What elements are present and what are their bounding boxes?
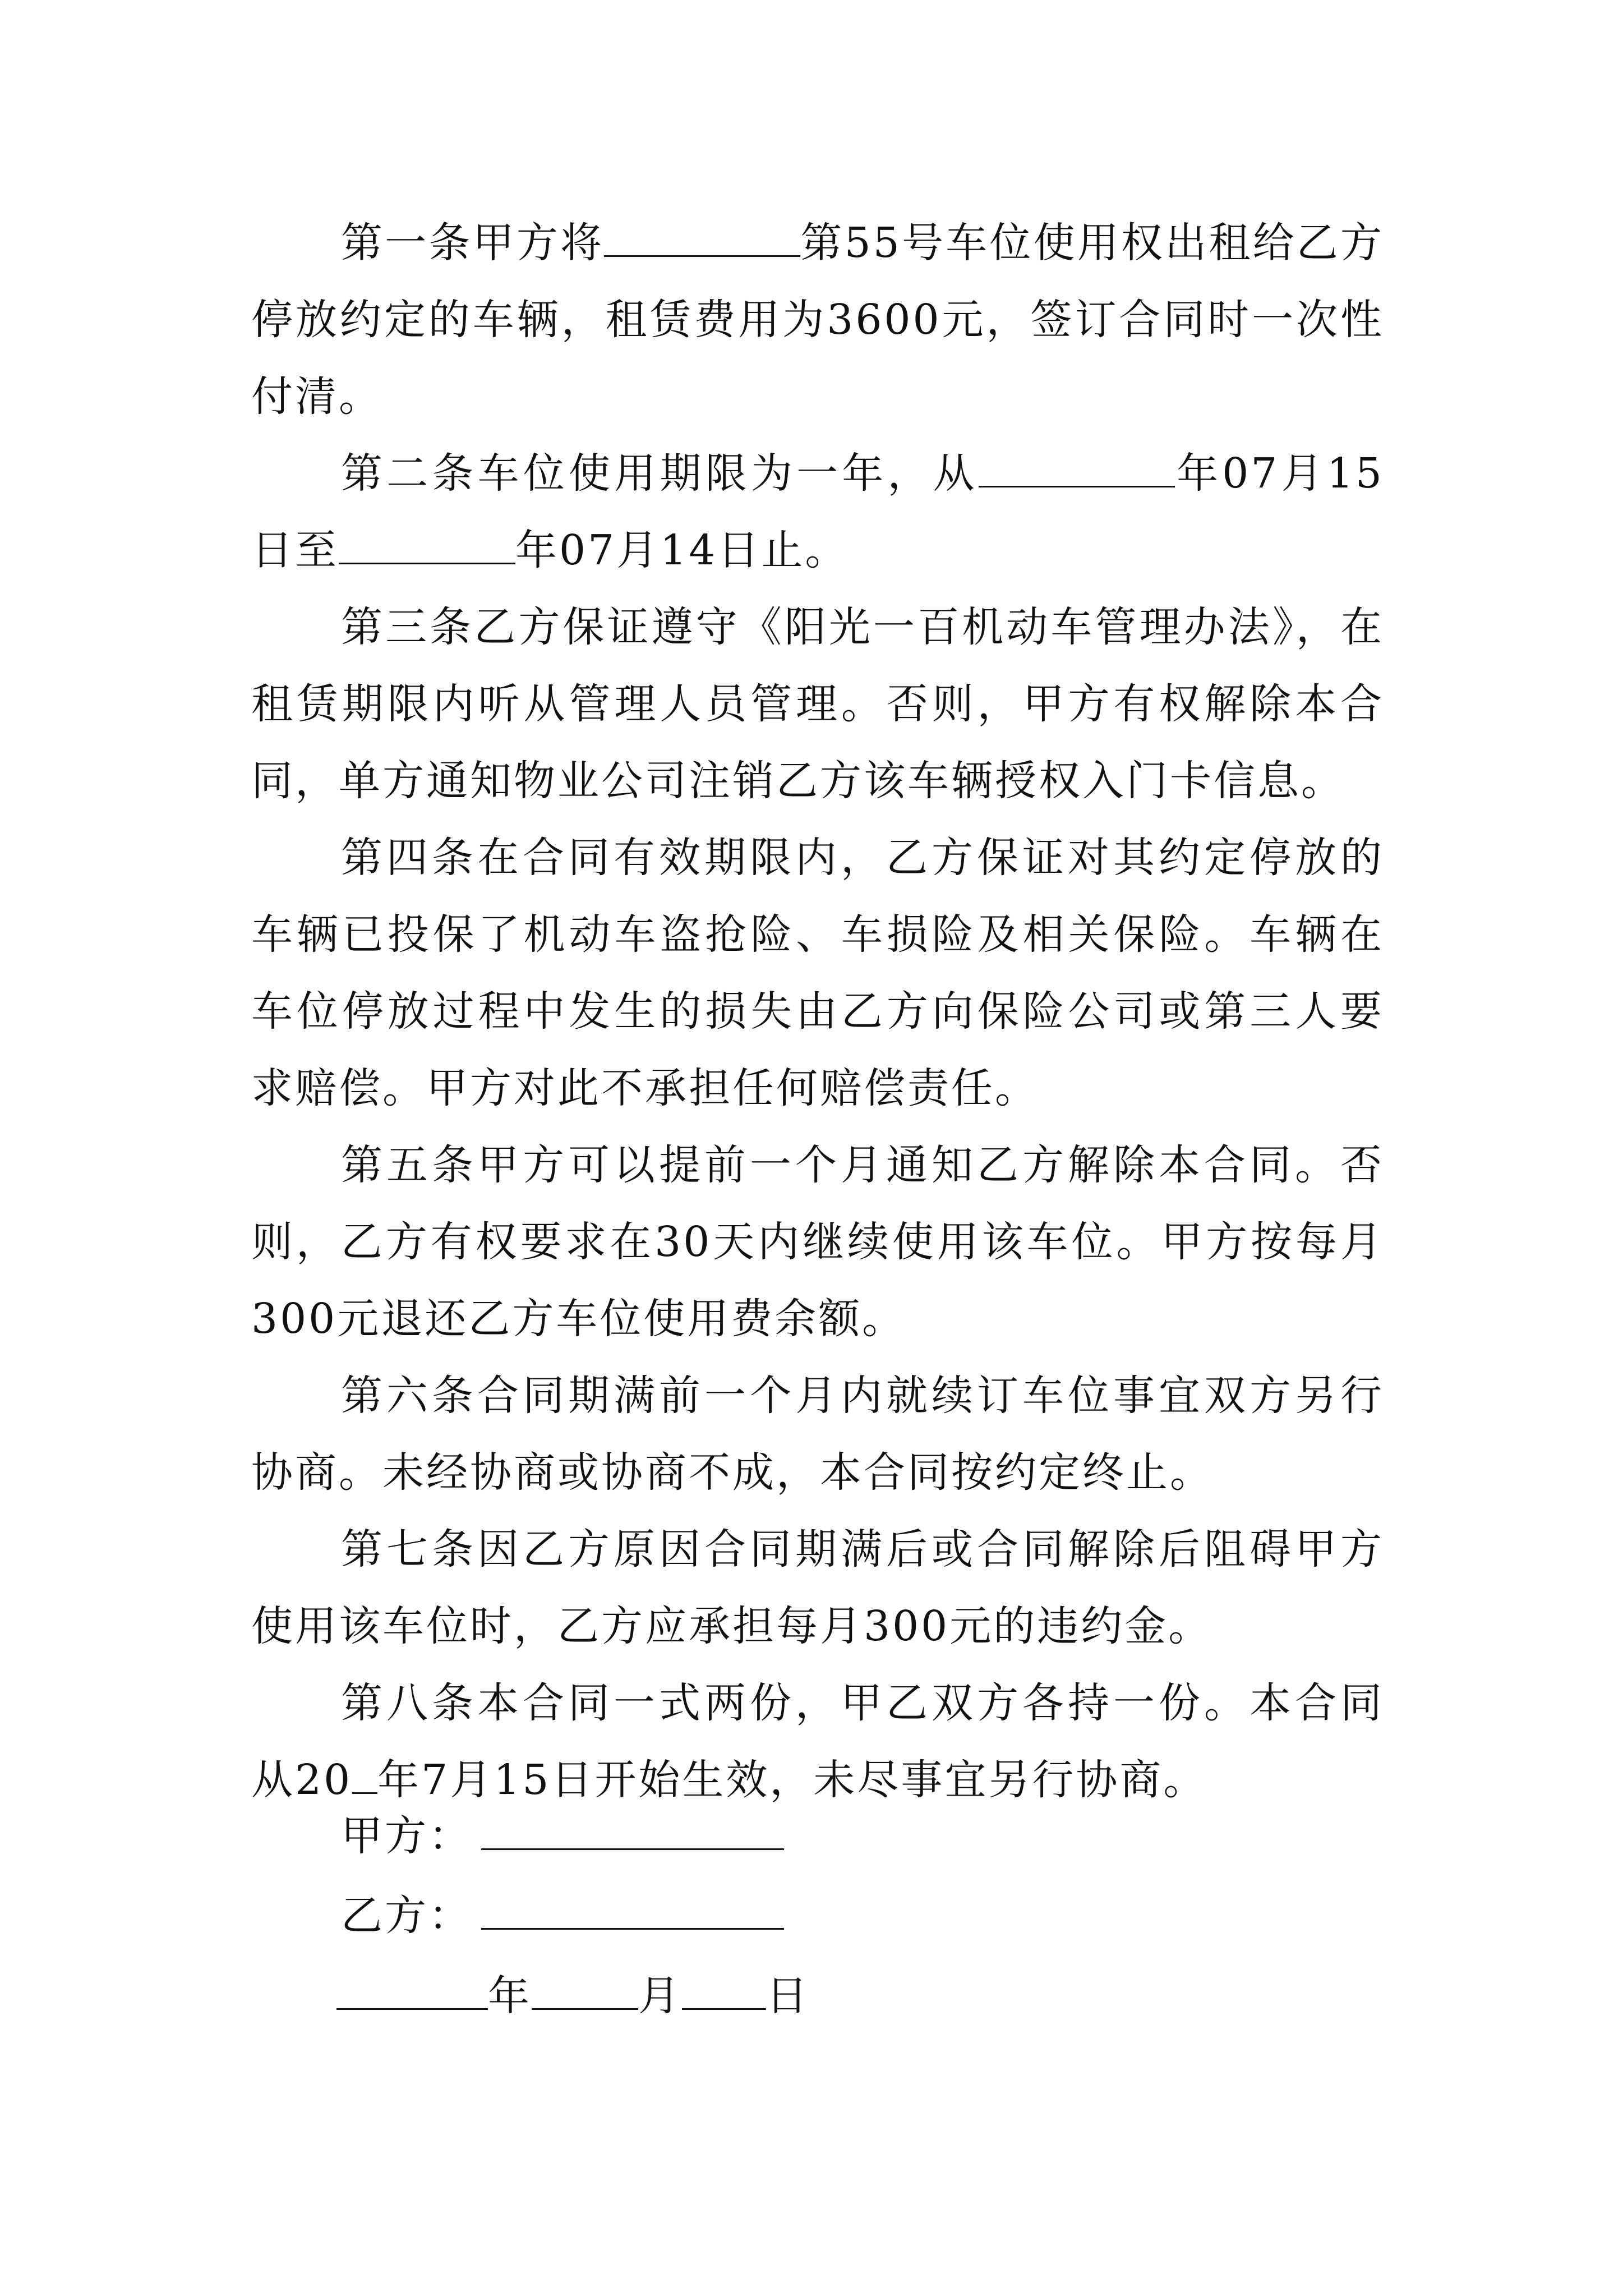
clause-7: 第七条因乙方原因合同期满后或合同解除后阻碍甲方使用该车位时，乙方应承担每月300元的违约金。 — [251, 1525, 1384, 1650]
party-a-label: 甲方： — [341, 1812, 472, 1860]
clause-4: 第四条在合同有效期限内，乙方保证对其约定停放的车辆已投保了机动车盗抢险、车损险及相关保险。车辆在车位停放过程中发生的损失由乙方向保险公司或第三人要求赔偿。甲方对此不承担任何赔偿责任。 — [251, 834, 1384, 1112]
contract-body — [251, 205, 1384, 1819]
clause-8 — [251, 1665, 1384, 1819]
clause-3: 第三条乙方保证遵守《阳光一百机动车管理办法》，在租赁期限内听从管理人员管理。否则，甲方有权解除本合同，单方通知物业公司注销乙方该车辆授权入门卡信息。 — [251, 603, 1384, 805]
party-b-signature-blank — [481, 1889, 784, 1930]
clause-2-text-c: 年07月14日止。 — [515, 526, 849, 574]
clause-2-text-a: 第二条车位使用期限为一年，从 — [341, 449, 979, 498]
clause-6: 第六条合同期满前一个月内就续订车位事宜双方另行协商。未经协商或协商不成，本合同按约定终止。 — [251, 1372, 1384, 1497]
clause-2 — [251, 435, 1384, 589]
party-a-signature-blank — [481, 1809, 784, 1850]
clause-1-text-b: 第55号车位使用权出租给乙方停放约定的车辆，租赁费用为3600元，签订合同时一次性付清。 — [251, 219, 1384, 421]
date-month-label: 月 — [638, 1972, 682, 2020]
clause-1-blank — [604, 214, 800, 257]
signature-block — [341, 1809, 784, 1968]
date-year-blank — [336, 1969, 488, 2010]
clause-2-text-b: 年07月15日至 — [251, 449, 1384, 574]
clause-8-blank-year — [352, 1751, 377, 1794]
signing-date — [336, 1969, 810, 2020]
date-month-blank — [532, 1969, 638, 2010]
clause-1-text-a: 第一条甲方将 — [341, 219, 605, 267]
party-b-label: 乙方： — [341, 1892, 472, 1940]
party-a-signature-line — [341, 1809, 784, 1860]
date-day-label: 日 — [766, 1972, 810, 2020]
clause-8-text-b: 年7月15日开始生效，未尽事宜另行协商。 — [377, 1756, 1207, 1804]
clause-8-text-a: 第八条本合同一式两份，甲乙双方各持一份。本合同从20 — [251, 1679, 1384, 1804]
clause-2-blank-end-year — [339, 521, 515, 564]
clause-1 — [251, 205, 1384, 435]
clause-2-blank-start-year — [979, 444, 1175, 487]
date-year-label: 年 — [488, 1972, 532, 2020]
date-day-blank — [682, 1969, 766, 2010]
party-b-signature-line — [341, 1889, 784, 1940]
clause-5: 第五条甲方可以提前一个月通知乙方解除本合同。否则，乙方有权要求在30天内继续使用该车位。甲方按每月300元退还乙方车位使用费余额。 — [251, 1141, 1384, 1343]
